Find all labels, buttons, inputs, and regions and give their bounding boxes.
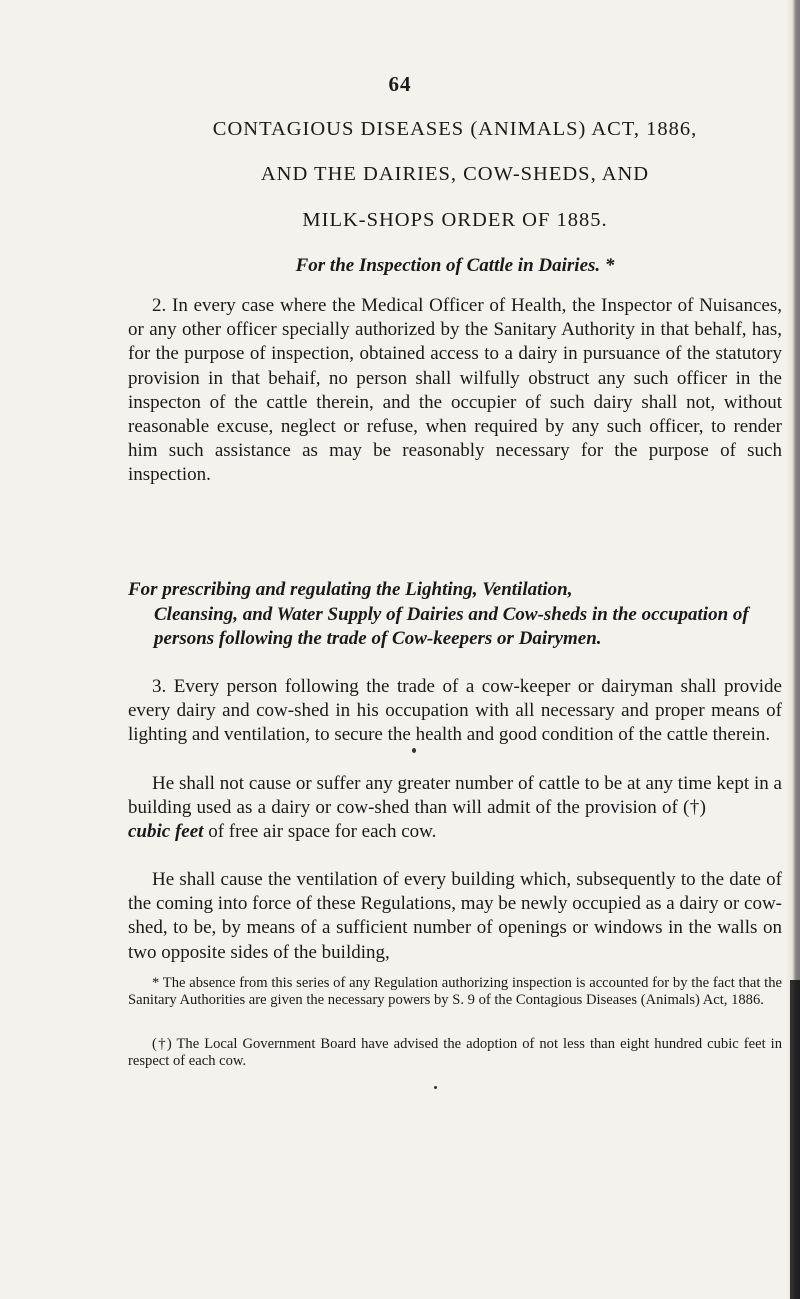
title-line-1: CONTAGIOUS DISEASES (ANIMALS) ACT, 1886,	[212, 118, 698, 140]
ink-speck	[412, 748, 416, 753]
paragraph-3b-text	[128, 772, 782, 845]
paragraph-3-ventilation	[128, 868, 782, 965]
title-line-2: AND THE DAIRIES, COW-SHEDS, AND	[260, 163, 650, 185]
paragraph-2	[128, 294, 782, 488]
page-edge-dark	[790, 980, 800, 1299]
paragraph-3-cattle-number	[128, 772, 782, 845]
page-number: 64	[388, 72, 412, 96]
section-heading-lighting	[128, 578, 782, 652]
paragraph-3	[128, 675, 782, 748]
paragraph-3c-text: He shall cause the ventilation of every building which, subsequently to the date of the coming into force of these Regulations, may be newly occupied as a dairy or cow-shed, to be, by means of a sufficient number of openings or windows in the walls on two opposite sides of the building,	[128, 869, 782, 963]
section-heading-line-1: For prescribing and regulating the Lighting, Ventilation,	[128, 579, 573, 600]
footnote-asterisk	[128, 975, 782, 1010]
subheading-inspection: For the Inspection of Cattle in Dairies. *	[295, 255, 615, 276]
paragraph-3b-before: He shall not cause or suffer any greater number of cattle to be at any time kept in a building used as a dairy or cow-shed than will admit of the provision of (†)	[128, 773, 782, 819]
paragraph-3b-after: of free air space for each cow.	[208, 821, 437, 843]
footnote-2-text: (†) The Local Government Board have advised the adoption of not less than eight hundred cubic feet in respect of each cow.	[128, 1036, 782, 1070]
ink-speck	[434, 1086, 437, 1089]
footnote-1-text: * The absence from this series of any Regulation authorizing inspection is accounted for by the fact that the Sanitary Authorities are given the necessary powers by S. 9 of the Contagious Diseases (Animals) Act, 1886.	[128, 975, 782, 1009]
cubic-feet-label: cubic feet	[128, 821, 204, 843]
footnote-dagger	[128, 1036, 782, 1071]
title-line-3: MILK-SHOPS ORDER OF 1885.	[302, 209, 608, 231]
paragraph-3-text: 3. Every person following the trade of a cow-keeper or dairyman shall provide every dairy and cow-shed in his occupation with all necessary and proper means of lighting and ventilation, to secure the health and good condition of the cattle therein.	[128, 676, 782, 746]
paragraph-2-text: 2. In every case where the Medical Officer of Health, the Inspector of Nuisances, or any other officer specially authorized by the Sanitary Authority in that behalf, has, for the purpose of inspection, obtained access to a dairy in pursuance of the statutory provision in that behaif, no person shall wilfully obstruct any such officer in the inspecton of the cattle therein, and the occupier of such dairy shall not, without reasonable excuse, neglect or refuse, when required by any such officer, to render him such assistance as may be reasonably necessary for the purpose of such inspection.	[128, 295, 782, 486]
section-heading-line-2: Cleansing, and Water Supply of Dairies and Cow-sheds in the occupation of persons following the trade of Cow-keepers or Dairymen.	[154, 603, 749, 649]
